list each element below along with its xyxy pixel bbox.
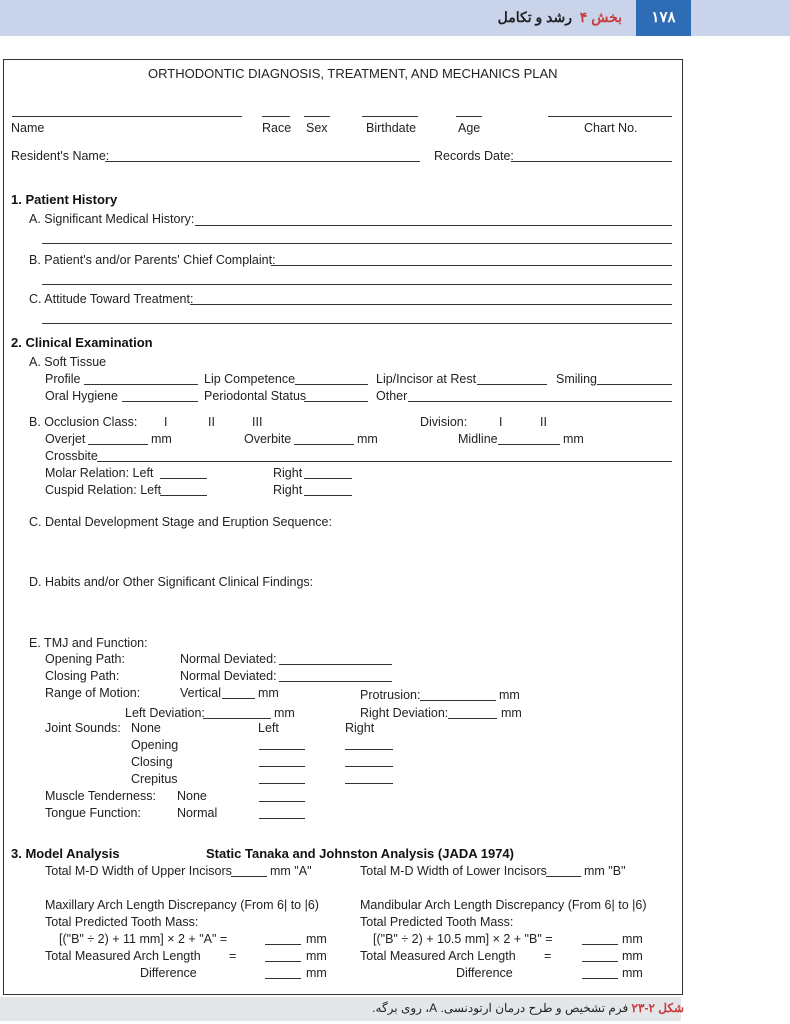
lower-incisors-line[interactable] bbox=[546, 876, 581, 877]
mand-formula-unit: mm bbox=[622, 932, 643, 946]
model-analysis-heading: 3. Model Analysis bbox=[11, 846, 120, 861]
crossbite-label: Crossbite bbox=[45, 449, 98, 463]
mand-difference-label: Difference bbox=[456, 966, 513, 980]
max-formula-unit: mm bbox=[306, 932, 327, 946]
opening-label: Opening bbox=[131, 738, 179, 752]
right-deviation-line[interactable] bbox=[448, 718, 497, 719]
chart-no-label: Chart No. bbox=[584, 121, 638, 135]
joint-right-header: Right bbox=[345, 721, 375, 735]
protrusion-label: Protrusion: bbox=[360, 688, 421, 702]
patient-history-heading: 1. Patient History bbox=[11, 192, 118, 207]
chart-no-line[interactable] bbox=[548, 116, 672, 117]
sex-line[interactable] bbox=[304, 116, 330, 117]
race-label: Race bbox=[262, 121, 292, 135]
medical-history-label: A. Significant Medical History: bbox=[29, 212, 195, 226]
tongue-function-value: Normal bbox=[177, 806, 218, 820]
chapter-heading bbox=[498, 9, 622, 26]
closing-label: Closing bbox=[131, 755, 173, 769]
crepitus-right-line[interactable] bbox=[345, 783, 393, 784]
mand-difference-unit: mm bbox=[622, 966, 643, 980]
soft-tissue-label: A. Soft Tissue bbox=[29, 355, 107, 369]
crepitus-label: Crepitus bbox=[131, 772, 178, 786]
tanaka-johnston-heading: Static Tanaka and Johnston Analysis (JADA 1974) bbox=[206, 846, 514, 861]
left-deviation-line[interactable] bbox=[203, 718, 271, 719]
lip-competence-line[interactable] bbox=[295, 384, 368, 385]
other-label: Other bbox=[376, 389, 408, 403]
chapter-part: بخش ۴ bbox=[579, 9, 622, 25]
dental-development-label: C. Dental Development Stage and Eruption Sequence: bbox=[29, 515, 332, 529]
resident-name-line[interactable] bbox=[105, 161, 420, 162]
left-deviation-unit: mm bbox=[274, 706, 295, 720]
molar-left-line[interactable] bbox=[160, 478, 207, 479]
closing-left-line[interactable] bbox=[259, 766, 305, 767]
crepitus-left-line[interactable] bbox=[259, 783, 305, 784]
cuspid-relation-label: Cuspid Relation: Left bbox=[45, 483, 162, 497]
lower-incisors-label: Total M-D Width of Lower Incisors bbox=[360, 864, 547, 878]
records-date-label: Records Date: bbox=[434, 149, 514, 163]
tongue-function-label: Tongue Function: bbox=[45, 806, 141, 820]
profile-line[interactable] bbox=[84, 384, 198, 385]
sex-label: Sex bbox=[306, 121, 328, 135]
molar-right-label: Right bbox=[273, 466, 303, 480]
opening-path-line[interactable] bbox=[279, 664, 392, 665]
max-formula-line[interactable] bbox=[265, 944, 301, 945]
muscle-tenderness-line[interactable] bbox=[259, 801, 305, 802]
habits-label: D. Habits and/or Other Significant Clinical Findings: bbox=[29, 575, 314, 589]
class-ii[interactable]: II bbox=[208, 415, 215, 429]
form-title: ORTHODONTIC DIAGNOSIS, TREATMENT, AND MECHANICS PLAN bbox=[148, 66, 558, 81]
mand-formula-line[interactable] bbox=[582, 944, 618, 945]
max-measured-unit: mm bbox=[306, 949, 327, 963]
mand-measured-equals: = bbox=[544, 949, 552, 963]
medical-history-line-2[interactable] bbox=[42, 243, 672, 244]
mand-predicted-mass-label: Total Predicted Tooth Mass: bbox=[360, 915, 514, 929]
other-line[interactable] bbox=[408, 401, 672, 402]
max-difference-line[interactable] bbox=[265, 978, 301, 979]
max-measured-line[interactable] bbox=[265, 961, 301, 962]
upper-incisors-label: Total M-D Width of Upper Incisors bbox=[45, 864, 232, 878]
overbite-line[interactable] bbox=[294, 444, 354, 445]
oral-hygiene-label: Oral Hygiene bbox=[45, 389, 118, 403]
cuspid-left-line[interactable] bbox=[160, 495, 207, 496]
lip-incisor-line[interactable] bbox=[477, 384, 547, 385]
midline-line[interactable] bbox=[498, 444, 560, 445]
opening-path-label: Opening Path: bbox=[45, 652, 125, 666]
clinical-exam-heading: 2. Clinical Examination bbox=[11, 335, 153, 350]
page-number: ۱۷۸ bbox=[636, 0, 691, 36]
upper-incisors-line[interactable] bbox=[231, 876, 267, 877]
smiling-line[interactable] bbox=[597, 384, 672, 385]
tmj-label: E. TMJ and Function: bbox=[29, 636, 148, 650]
protrusion-unit: mm bbox=[499, 688, 520, 702]
opening-left-line[interactable] bbox=[259, 749, 305, 750]
max-formula: [("B" ÷ 2) + 11 mm] × 2 + "A" = bbox=[59, 932, 228, 946]
right-deviation-label: Right Deviation: bbox=[360, 706, 449, 720]
max-measured-label: Total Measured Arch Length bbox=[45, 949, 201, 963]
age-label: Age bbox=[458, 121, 481, 135]
lower-incisors-unit: mm "B" bbox=[584, 864, 626, 878]
chief-complaint-line-2[interactable] bbox=[42, 284, 672, 285]
medical-history-line[interactable] bbox=[195, 225, 672, 226]
midline-label: Midline bbox=[458, 432, 498, 446]
name-line[interactable] bbox=[12, 116, 242, 117]
lip-incisor-label: Lip/Incisor at Rest bbox=[376, 372, 477, 386]
overjet-line[interactable] bbox=[88, 444, 148, 445]
division-i[interactable]: I bbox=[499, 415, 503, 429]
overbite-unit: mm bbox=[357, 432, 378, 446]
overjet-unit: mm bbox=[151, 432, 172, 446]
division-label: Division: bbox=[420, 415, 468, 429]
opening-path-options: Normal Deviated: bbox=[180, 652, 277, 666]
muscle-tenderness-value: None bbox=[177, 789, 207, 803]
left-deviation-label: Left Deviation: bbox=[125, 706, 205, 720]
attitude-line-2[interactable] bbox=[42, 323, 672, 324]
overjet-label: Overjet bbox=[45, 432, 86, 446]
mand-measured-line[interactable] bbox=[582, 961, 618, 962]
birthdate-label: Birthdate bbox=[366, 121, 417, 135]
occlusion-class-label: B. Occlusion Class: bbox=[29, 415, 138, 429]
muscle-tenderness-label: Muscle Tenderness: bbox=[45, 789, 156, 803]
lip-competence-label: Lip Competence bbox=[204, 372, 296, 386]
closing-path-label: Closing Path: bbox=[45, 669, 120, 683]
figure-caption bbox=[372, 1001, 684, 1015]
overbite-label: Overbite bbox=[244, 432, 292, 446]
resident-name-label: Resident's Name: bbox=[11, 149, 110, 163]
mand-measured-label: Total Measured Arch Length bbox=[360, 949, 516, 963]
attitude-line[interactable] bbox=[190, 304, 672, 305]
max-measured-equals: = bbox=[229, 949, 237, 963]
oral-hygiene-line[interactable] bbox=[122, 401, 198, 402]
profile-label: Profile bbox=[45, 372, 81, 386]
periodontal-line[interactable] bbox=[304, 401, 368, 402]
age-line[interactable] bbox=[456, 116, 482, 117]
right-deviation-unit: mm bbox=[501, 706, 522, 720]
tongue-function-line[interactable] bbox=[259, 818, 305, 819]
upper-incisors-unit: mm "A" bbox=[270, 864, 312, 878]
crossbite-line[interactable] bbox=[97, 461, 672, 462]
maxillary-discrepancy-label: Maxillary Arch Length Discrepancy (From 6| to |6) bbox=[45, 898, 319, 912]
vertical-label: Vertical bbox=[180, 686, 221, 700]
joint-left-header: Left bbox=[258, 721, 279, 735]
caption-text: فرم تشخیص و طرح درمان ارتودنسی. A، روی برگه. bbox=[372, 1001, 629, 1015]
mand-difference-line[interactable] bbox=[582, 978, 618, 979]
name-label: Name bbox=[11, 121, 45, 135]
mand-formula: [("B" ÷ 2) + 10.5 mm] × 2 + "B" = bbox=[373, 932, 553, 946]
class-i[interactable]: I bbox=[164, 415, 168, 429]
caption-label: شکل ۲-۲۳ bbox=[631, 1001, 684, 1015]
max-predicted-mass-label: Total Predicted Tooth Mass: bbox=[45, 915, 199, 929]
periodontal-label: Periodontal Status bbox=[204, 389, 307, 403]
smiling-label: Smiling bbox=[556, 372, 597, 386]
opening-right-line[interactable] bbox=[345, 749, 393, 750]
vertical-line[interactable] bbox=[222, 698, 255, 699]
class-iii[interactable]: III bbox=[252, 415, 263, 429]
cuspid-right-label: Right bbox=[273, 483, 303, 497]
mandibular-discrepancy-label: Mandibular Arch Length Discrepancy (From 6| to |6) bbox=[360, 898, 647, 912]
attitude-label: C. Attitude Toward Treatment: bbox=[29, 292, 194, 306]
race-line[interactable] bbox=[262, 116, 290, 117]
molar-right-line[interactable] bbox=[304, 478, 352, 479]
chief-complaint-line[interactable] bbox=[271, 265, 672, 266]
joint-sounds-label: Joint Sounds: bbox=[45, 721, 121, 735]
midline-unit: mm bbox=[563, 432, 584, 446]
closing-path-options: Normal Deviated: bbox=[180, 669, 277, 683]
molar-relation-label: Molar Relation: Left bbox=[45, 466, 154, 480]
records-date-line[interactable] bbox=[511, 161, 672, 162]
division-ii[interactable]: II bbox=[540, 415, 547, 429]
max-difference-unit: mm bbox=[306, 966, 327, 980]
vertical-unit: mm bbox=[258, 686, 279, 700]
joint-none-label: None bbox=[131, 721, 161, 735]
closing-path-line[interactable] bbox=[279, 681, 392, 682]
max-difference-label: Difference bbox=[140, 966, 197, 980]
range-of-motion-label: Range of Motion: bbox=[45, 686, 141, 700]
mand-measured-unit: mm bbox=[622, 949, 643, 963]
protrusion-line[interactable] bbox=[420, 700, 496, 701]
cuspid-right-line[interactable] bbox=[304, 495, 352, 496]
chief-complaint-label: B. Patient's and/or Parents' Chief Complaint: bbox=[29, 253, 276, 267]
birthdate-line[interactable] bbox=[362, 116, 418, 117]
chapter-title: رشد و تکامل bbox=[497, 9, 573, 25]
closing-right-line[interactable] bbox=[345, 766, 393, 767]
